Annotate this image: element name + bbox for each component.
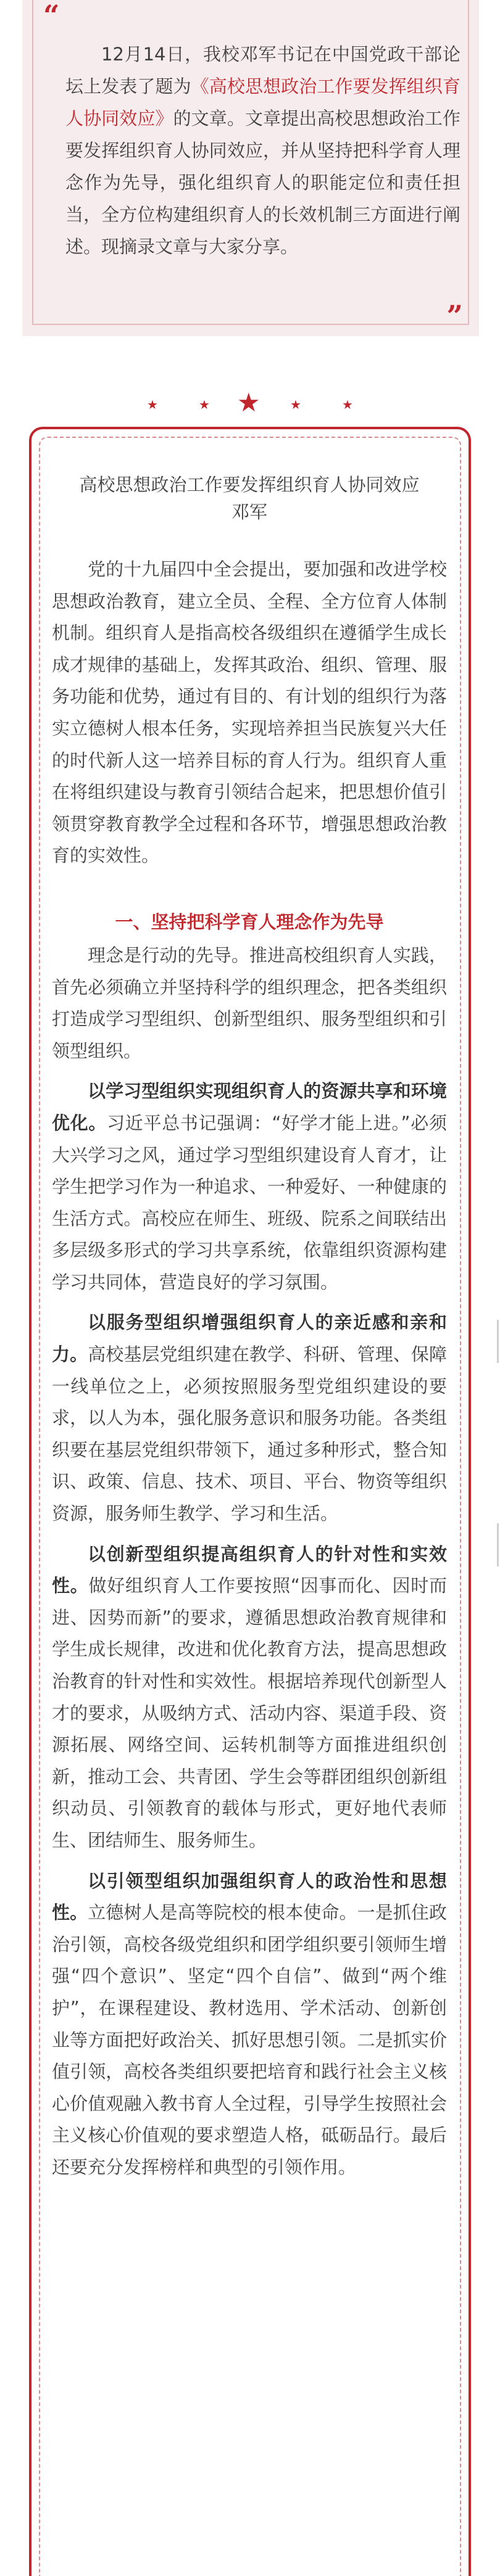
paragraph-lead: 以创新型组织提高组织育人的针对性和实效性。 bbox=[52, 1543, 447, 1597]
intro-box-border bbox=[32, 324, 469, 325]
paragraph-body: 做好组织育人工作要按照“因事而化、因时而进、因势而新”的要求，遵循思想政治教育规律和学生成长规律，改进和优化教育方法，提高思想政治教育的针对性和实效性。根据培养现代创新型人才的要求，从吸纳方式、活动内容、渠道手段、资源拓展、网络空间、运转机制等方面推进组织创新，推动工会、共青团、学生会等群团组织创新组织动员、引领教育的载体与形式，更好地代表师生、团结师生、服务师生。 bbox=[52, 1575, 447, 1851]
article-title: 高校思想政治工作要发挥组织育人协同效应 bbox=[79, 474, 420, 495]
small-star-icon: ★ bbox=[342, 397, 353, 412]
section-intro-paragraph: 理念是行动的先导。推进高校组织育人实践，首先必须确立并坚持科学的组织理念，把各类组织打造成学习型组织、创新型组织、服务型组织和引领型组织。 bbox=[52, 944, 447, 1061]
paragraph-lead: 以服务型组织增强组织育人的亲近感和亲和力。 bbox=[52, 1312, 447, 1365]
intro-paragraph bbox=[65, 38, 460, 263]
big-star-icon: ★ bbox=[237, 387, 260, 418]
paragraph-lead: 以引领型组织加强组织育人的政治性和思想性。 bbox=[52, 1870, 447, 1924]
small-star-icon: ★ bbox=[147, 397, 158, 412]
article-frame bbox=[29, 427, 471, 2576]
small-star-icon: ★ bbox=[290, 397, 301, 412]
article-title-link[interactable]: 《高校思想政治工作要发挥组织育人协同效应》 bbox=[65, 76, 460, 129]
innovation-org-paragraph bbox=[52, 1539, 447, 1857]
leading-org-paragraph bbox=[52, 1866, 447, 2184]
paragraph-body: 习近平总书记强调：“好学才能上进。”必须大兴学习之风，通过学习型组织建设育人育才，让学生把学习作为一种追求、一种爱好、一种健康的生活方式。高校应在师生、班级、院系之间联结出多层级多形式的学习共享系统，依靠组织资源构建学习共同体，营造良好的学习氛围。 bbox=[52, 1112, 447, 1293]
service-org-paragraph bbox=[52, 1307, 447, 1529]
intro-text-after: 的文章。文章提出高校思想政治工作要发挥组织育人协同效应，并从坚持把科学育人理念作为先导，强化组织育人的职能定位和责任担当，全方位构建组织育人的长效机制三方面进行阐述。现摘录文章与大家分享。 bbox=[65, 108, 460, 257]
star-divider bbox=[0, 387, 500, 418]
paragraph-body: 高校基层党组织建在教学、科研、管理、保障一线单位之上，必须按照服务型党组织建设的要求，以人为本，强化服务意识和服务功能。各类组织要在基层党组织带领下，通过多种形式，整合知识、政策、信息、技术、项目、平台、物资等组织资源，服务师生教学、学习和生活。 bbox=[52, 1344, 447, 1525]
intro-body-paragraph: 党的十九届四中全会提出，要加强和改进学校思想政治教育，建立全员、全程、全方位育人体制机制。组织育人是指高校各级组织在遵循学生成长成才规律的基础上，发挥其政治、组织、管理、服务功能和优势，通过有目的、有计划的组织行为落实立德树人根本任务，实现培养担当民族复兴大任的时代新人这一培养目标的育人行为。组织育人重在将组织建设与教育引领结合起来，把思想价值引领贯穿教育教学全过程和各环节，增强思想政治教育的实效性。 bbox=[52, 559, 447, 866]
intro-text-before: 12月14日，我校邓军书记在中国党政干部论坛上发表了题为 bbox=[65, 44, 460, 97]
paragraph-body: 立德树人是高等院校的根本使命。一是抓住政治引领，高校各级党组织和团学组织要引领师生增强“四个意识”、坚定“四个自信”、做到“两个维护”，在课程建设、教材选用、学术活动、创新创业等方面把好政治关、抓好思想引领。二是抓实价值引领，高校各类组织要把培育和践行社会主义核心价值观融入教书育人全过程，引导学生按照社会主义核心价值观的要求塑造人格，砥砺品行。最后还要充分发挥榜样和典型的引领作用。 bbox=[52, 1902, 447, 2178]
article-body bbox=[52, 471, 447, 2184]
open-quote-icon: “ bbox=[43, 0, 60, 32]
section-heading: 一、坚持把科学育人理念作为先导 bbox=[115, 911, 384, 932]
scrollbar-thumb[interactable] bbox=[497, 1523, 499, 1566]
scrollbar-thumb[interactable] bbox=[497, 1320, 499, 1363]
learning-org-paragraph bbox=[52, 1076, 447, 1298]
article-author: 邓军 bbox=[231, 501, 267, 522]
intro-quote-box bbox=[22, 0, 479, 336]
small-star-icon: ★ bbox=[199, 397, 210, 412]
paragraph-lead: 以学习型组织实现组织育人的资源共享和环境优化。 bbox=[52, 1080, 447, 1134]
close-quote-icon: ” bbox=[446, 299, 463, 332]
